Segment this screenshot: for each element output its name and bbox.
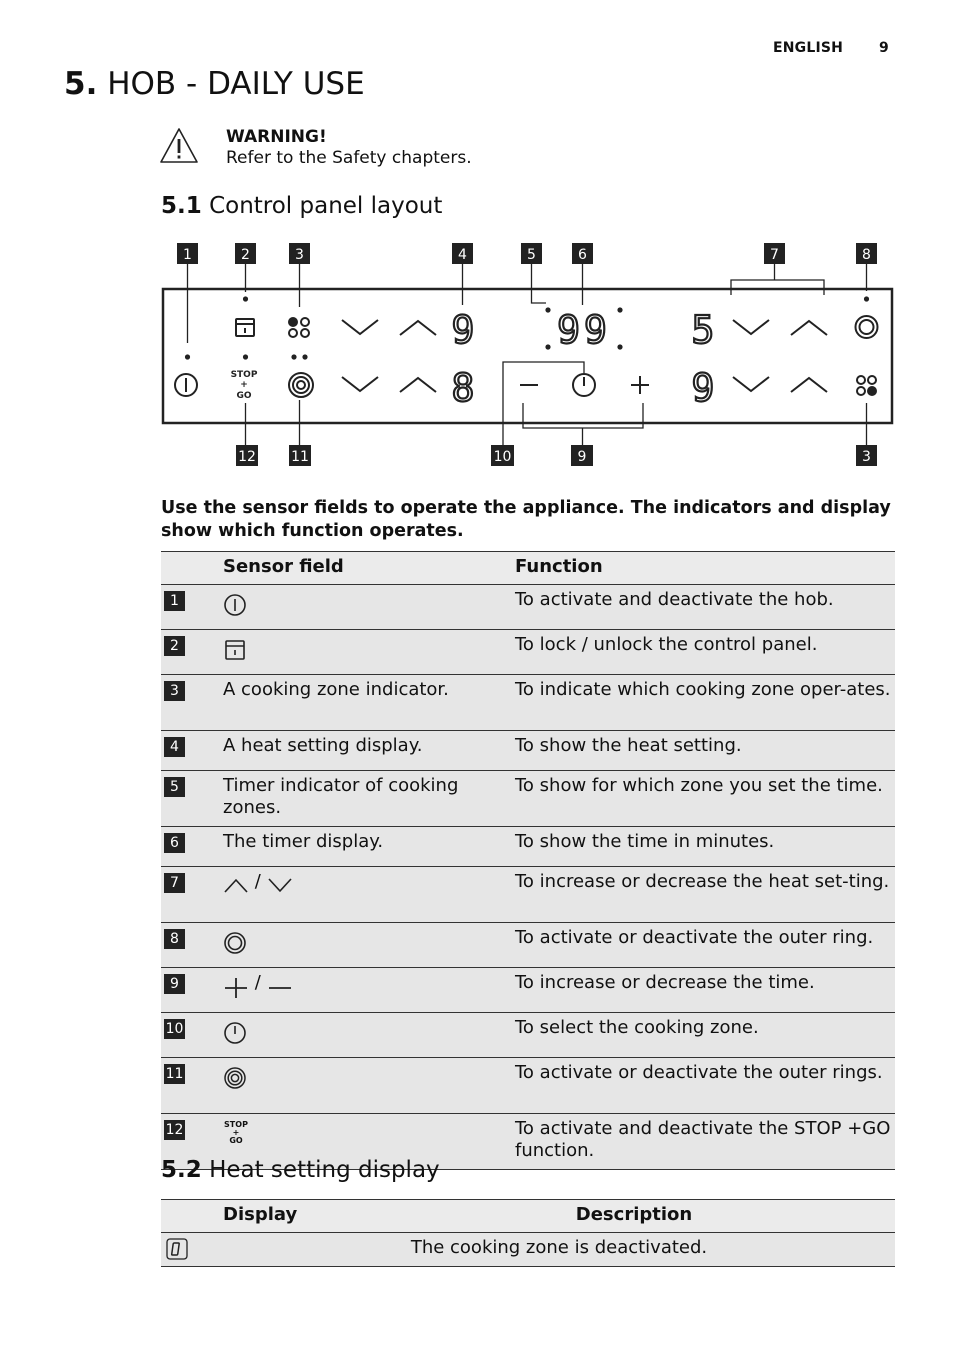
row-number: 1	[164, 591, 185, 611]
row-function: To activate and deactivate the hob.	[515, 589, 834, 610]
row-number: 8	[164, 929, 185, 949]
outer-ring-icon	[223, 931, 247, 955]
minus-icon	[267, 976, 293, 1000]
heat-setting-display: 8	[451, 366, 475, 410]
table-row	[161, 630, 895, 675]
table-row	[161, 731, 895, 771]
callout-label: 5	[527, 247, 536, 263]
sensor-field-table	[161, 551, 895, 1170]
table-header-row	[161, 552, 895, 585]
callout-8	[856, 243, 877, 264]
chevron-down-icon	[733, 320, 769, 334]
row-number: 7	[164, 873, 185, 893]
row-sensor: The timer display.	[223, 831, 384, 852]
warning-title: WARNING!	[226, 127, 327, 147]
section-heading-control-panel	[161, 193, 442, 219]
callout-label: 9	[577, 449, 587, 465]
callout-label: 3	[862, 449, 871, 465]
row-function: To lock / unlock the control panel.	[515, 634, 818, 655]
section-number: 5.1	[161, 193, 202, 219]
callout-label: 2	[241, 247, 250, 263]
chevron-down-icon	[342, 320, 378, 334]
row-sensor: Timer indicator of cooking zones.	[223, 775, 459, 818]
table-row	[161, 968, 895, 1013]
page-title	[64, 66, 365, 102]
heat-setting-table	[161, 1199, 895, 1267]
callout-label: 12	[238, 449, 256, 465]
heat-setting-display: 5	[691, 308, 715, 352]
callout-label: 6	[578, 247, 587, 263]
power-icon	[223, 593, 247, 617]
stop-go-icon	[223, 1121, 249, 1145]
header-page-number: 9	[879, 40, 889, 56]
page-title-number: 5.	[64, 66, 98, 102]
intro-text: Use the sensor fields to operate the appliance. The indicators and display show which function operates.	[161, 498, 891, 541]
outer-ring-icon	[856, 316, 878, 338]
row-number: 3	[164, 681, 185, 701]
table-header-row	[161, 1200, 895, 1233]
stop-go-line: +	[232, 1128, 240, 1137]
callout-label: 8	[862, 247, 871, 263]
cooking-zone-indicator-icon	[289, 318, 309, 337]
section-title: Control panel layout	[209, 193, 443, 219]
row-function: To activate and deactivate the STOP +GO function.	[515, 1118, 891, 1161]
row-number: 11	[165, 1066, 184, 1082]
header-display: Display	[223, 1204, 298, 1225]
callout-10	[491, 445, 514, 466]
timer-icon	[223, 1021, 247, 1045]
row-function: To show the time in minutes.	[515, 831, 775, 852]
callout-5	[521, 243, 542, 264]
table-row	[161, 675, 895, 731]
callout-label: 7	[770, 247, 779, 263]
row-separator: /	[254, 871, 261, 892]
row-function: To activate or deactivate the outer rings.	[515, 1062, 883, 1083]
plus-icon	[631, 376, 649, 394]
chevron-up-icon	[791, 378, 827, 392]
heat-setting-display: 9	[691, 366, 715, 410]
zero-display-icon	[166, 1238, 188, 1260]
callout-label: 10	[493, 449, 512, 465]
row-function: To activate or deactivate the outer ring.	[515, 927, 874, 948]
header-function: Function	[515, 556, 603, 577]
callout-label: 1	[183, 247, 192, 263]
stop-go-icon	[231, 370, 258, 401]
callout-2	[235, 243, 256, 264]
row-function: To increase or decrease the time.	[515, 972, 815, 993]
stop-go-line: GO	[236, 391, 252, 401]
stop-go-line: +	[240, 380, 248, 390]
header-description: Description	[575, 1204, 693, 1225]
stop-go-line: STOP	[224, 1120, 248, 1129]
callout-3b	[856, 445, 877, 466]
chevron-up-icon	[400, 378, 436, 392]
table-row	[161, 1013, 895, 1058]
cooking-zone-indicator-icon	[857, 376, 876, 395]
callout-4	[452, 243, 473, 264]
table-row	[161, 1058, 895, 1114]
warning-triangle-icon	[158, 126, 200, 166]
chevron-up-icon	[223, 875, 249, 895]
row-number: 6	[164, 833, 185, 853]
row-function: To show the heat setting.	[515, 735, 742, 756]
control-panel-diagram	[0, 235, 954, 475]
lock-icon	[236, 319, 254, 336]
chevron-down-icon	[342, 377, 378, 391]
row-separator: /	[254, 972, 261, 993]
row-number: 12	[165, 1122, 184, 1138]
row-number: 2	[164, 636, 185, 656]
timer-icon	[573, 374, 595, 396]
callout-label: 11	[291, 449, 309, 465]
header-sensor-field: Sensor field	[223, 556, 344, 577]
row-number: 5	[164, 777, 185, 797]
plus-icon	[223, 976, 249, 1000]
outer-rings-icon	[223, 1066, 247, 1090]
table-row	[161, 867, 895, 923]
outer-rings-icon	[289, 373, 313, 397]
table-row	[161, 827, 895, 867]
chevron-up-icon	[400, 321, 436, 335]
callout-11	[289, 445, 311, 466]
row-function: To show for which zone you set the time.	[515, 775, 883, 796]
callout-label: 4	[458, 247, 467, 263]
row-function: To indicate which cooking zone oper-ates.	[515, 679, 891, 700]
table-row	[161, 1233, 895, 1267]
row-description: The cooking zone is deactivated.	[410, 1237, 708, 1258]
chevron-up-icon	[791, 321, 827, 335]
stop-go-line: GO	[229, 1136, 243, 1145]
section-number: 5.2	[161, 1157, 202, 1183]
header-language: ENGLISH	[773, 40, 844, 56]
callout-12	[236, 445, 258, 466]
chevron-down-icon	[733, 377, 769, 391]
row-number: 4	[164, 737, 185, 757]
row-sensor: A heat setting display.	[223, 735, 423, 756]
row-number: 9	[164, 974, 185, 994]
warning-text: Refer to the Safety chapters.	[226, 148, 472, 168]
table-row	[161, 923, 895, 968]
table-row	[161, 771, 895, 827]
row-number: 10	[165, 1021, 184, 1037]
power-icon	[175, 374, 197, 396]
callout-9	[571, 445, 593, 466]
chevron-down-icon	[267, 875, 293, 895]
timer-display: 99	[557, 308, 611, 352]
section-heading-heat-setting	[161, 1157, 440, 1183]
section-title: Heat setting display	[209, 1157, 440, 1183]
callout-1	[177, 243, 198, 264]
stop-go-line: STOP	[230, 370, 258, 380]
row-function: To increase or decrease the heat set-ting.	[515, 871, 890, 892]
row-sensor: A cooking zone indicator.	[223, 679, 449, 700]
row-function: To select the cooking zone.	[515, 1017, 759, 1038]
callout-7	[764, 243, 785, 264]
heat-setting-display: 9	[451, 308, 475, 352]
callout-label: 3	[295, 247, 304, 263]
lock-icon	[223, 638, 247, 662]
callout-6	[572, 243, 593, 264]
table-row	[161, 585, 895, 630]
page-title-text: HOB - DAILY USE	[107, 66, 365, 102]
callout-3	[289, 243, 310, 264]
